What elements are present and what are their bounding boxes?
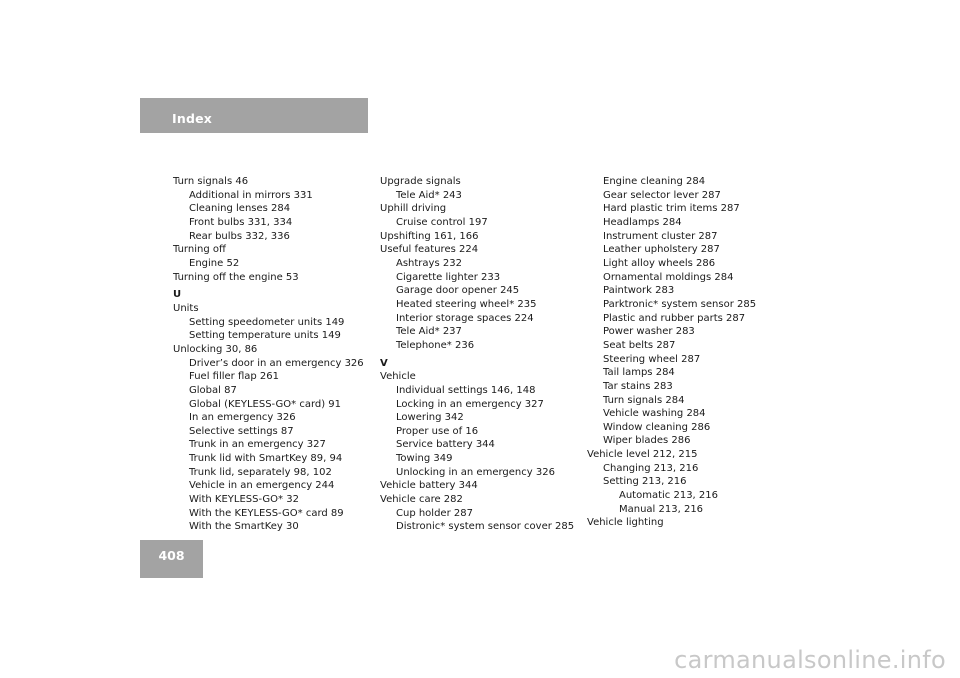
header-band bbox=[140, 98, 368, 133]
index-entry: Useful features 224 bbox=[380, 244, 479, 256]
index-subentry: Engine cleaning 284 bbox=[603, 176, 706, 187]
index-subentry: Paintwork 283 bbox=[603, 285, 675, 297]
index-entry: Uphill driving bbox=[380, 203, 447, 215]
index-subentry: Setting temperature units 149 bbox=[189, 330, 341, 342]
index-entry: Vehicle battery 344 bbox=[380, 480, 478, 492]
index-subentry: Fuel filler flap 261 bbox=[189, 371, 279, 383]
index-subentry: Parktronic* system sensor 285 bbox=[603, 298, 757, 310]
index-subentry: Global 87 bbox=[189, 384, 237, 396]
index-subentry: Front bulbs 331, 334 bbox=[189, 216, 293, 228]
index-subentry: Changing 213, 216 bbox=[603, 462, 699, 474]
index-subentry: Lowering 342 bbox=[396, 412, 464, 424]
index-subentry: Towing 349 bbox=[396, 453, 453, 465]
index-subentry: Manual 213, 216 bbox=[619, 503, 704, 515]
index-subentry: Locking in an emergency 327 bbox=[396, 398, 544, 410]
index-subentry: Garage door opener 245 bbox=[396, 285, 520, 297]
index-subentry: Additional in mirrors 331 bbox=[189, 189, 313, 201]
index-subentry: Telephone* 236 bbox=[396, 339, 475, 351]
index-subentry: Service battery 344 bbox=[396, 439, 495, 451]
index-subentry: Interior storage spaces 224 bbox=[396, 312, 534, 324]
index-subentry: Leather upholstery 287 bbox=[603, 244, 720, 256]
index-subentry: Ashtrays 232 bbox=[396, 257, 462, 269]
index-subentry: Engine 52 bbox=[189, 257, 240, 269]
index-subentry: With KEYLESS-GO* 32 bbox=[189, 494, 299, 506]
index-entry: Unlocking 30, 86 bbox=[173, 343, 258, 355]
index-subentry: With the SmartKey 30 bbox=[189, 521, 299, 533]
index-subentry: Cleaning lenses 284 bbox=[189, 203, 291, 215]
index-subentry: Tar stains 283 bbox=[603, 380, 673, 392]
index-entry: Vehicle care 282 bbox=[380, 494, 463, 506]
index-subentry: Automatic 213, 216 bbox=[619, 490, 718, 502]
index-column-2 bbox=[380, 175, 574, 534]
index-subentry: Wiper blades 286 bbox=[603, 435, 691, 447]
index-column-1 bbox=[173, 175, 364, 534]
index-entry: Upshifting 161, 166 bbox=[380, 230, 479, 242]
index-subentry: Instrument cluster 287 bbox=[603, 230, 718, 242]
index-subentry: Setting speedometer units 149 bbox=[189, 316, 345, 328]
index-letter-heading: V bbox=[380, 357, 388, 369]
index-subentry: Trunk in an emergency 327 bbox=[189, 439, 326, 451]
index-subentry: Tail lamps 284 bbox=[603, 367, 675, 379]
index-subentry: Cruise control 197 bbox=[396, 216, 488, 228]
index-entry: Vehicle level 212, 215 bbox=[587, 449, 698, 461]
page-title: Index bbox=[172, 111, 213, 126]
index-subentry: Cup holder 287 bbox=[396, 507, 473, 519]
index-subentry: Rear bulbs 332, 336 bbox=[189, 230, 290, 242]
index-entry: Vehicle lighting bbox=[587, 517, 664, 529]
index-entry: Vehicle bbox=[380, 371, 416, 383]
watermark-text[interactable]: carmanualsonline.info bbox=[674, 646, 946, 674]
index-subentry: Turn signals 284 bbox=[603, 394, 685, 406]
page-number: 408 bbox=[158, 548, 185, 563]
index-subentry: Global (KEYLESS-GO* card) 91 bbox=[189, 398, 342, 410]
index-subentry: With the KEYLESS-GO* card 89 bbox=[189, 507, 344, 519]
index-subentry: Seat belts 287 bbox=[603, 339, 676, 351]
index-letter-heading: U bbox=[173, 289, 182, 301]
index-subentry: Heated steering wheel* 235 bbox=[396, 298, 537, 310]
index-subentry: Power washer 283 bbox=[603, 326, 695, 338]
index-subentry: In an emergency 326 bbox=[189, 412, 296, 424]
index-subentry: Unlocking in an emergency 326 bbox=[396, 466, 555, 478]
index-entry: Turning off bbox=[173, 244, 226, 256]
index-subentry: Proper use of 16 bbox=[396, 425, 479, 437]
index-subentry: Selective settings 87 bbox=[189, 425, 294, 437]
index-subentry: Setting 213, 216 bbox=[603, 476, 687, 488]
index-subentry: Steering wheel 287 bbox=[603, 353, 701, 365]
page-number-box bbox=[140, 540, 203, 578]
index-subentry: Gear selector lever 287 bbox=[603, 189, 721, 201]
index-subentry: Light alloy wheels 286 bbox=[603, 257, 716, 269]
index-subentry: Tele Aid* 243 bbox=[396, 189, 462, 201]
index-subentry: Vehicle in an emergency 244 bbox=[189, 480, 335, 492]
index-subentry: Headlamps 284 bbox=[603, 216, 682, 228]
index-subentry: Plastic and rubber parts 287 bbox=[603, 312, 746, 324]
index-subentry: Vehicle washing 284 bbox=[603, 408, 706, 420]
index-subentry: Cigarette lighter 233 bbox=[396, 271, 501, 283]
index-entry: Upgrade signals bbox=[380, 176, 461, 187]
index-subentry: Ornamental moldings 284 bbox=[603, 271, 734, 283]
index-column-3 bbox=[587, 175, 756, 530]
index-subentry: Hard plastic trim items 287 bbox=[603, 203, 740, 215]
index-subentry: Distronic* system sensor cover 285 bbox=[396, 521, 575, 533]
index-subentry: Driver’s door in an emergency 326 bbox=[189, 357, 364, 369]
index-subentry: Trunk lid, separately 98, 102 bbox=[189, 466, 332, 478]
index-subentry: Individual settings 146, 148 bbox=[396, 384, 536, 396]
index-subentry: Tele Aid* 237 bbox=[396, 326, 462, 338]
index-entry: Turn signals 46 bbox=[173, 176, 249, 187]
index-entry: Units bbox=[173, 302, 199, 314]
index-entry: Turning off the engine 53 bbox=[173, 271, 299, 283]
index-subentry: Trunk lid with SmartKey 89, 94 bbox=[189, 453, 343, 465]
index-subentry: Window cleaning 286 bbox=[603, 421, 711, 433]
